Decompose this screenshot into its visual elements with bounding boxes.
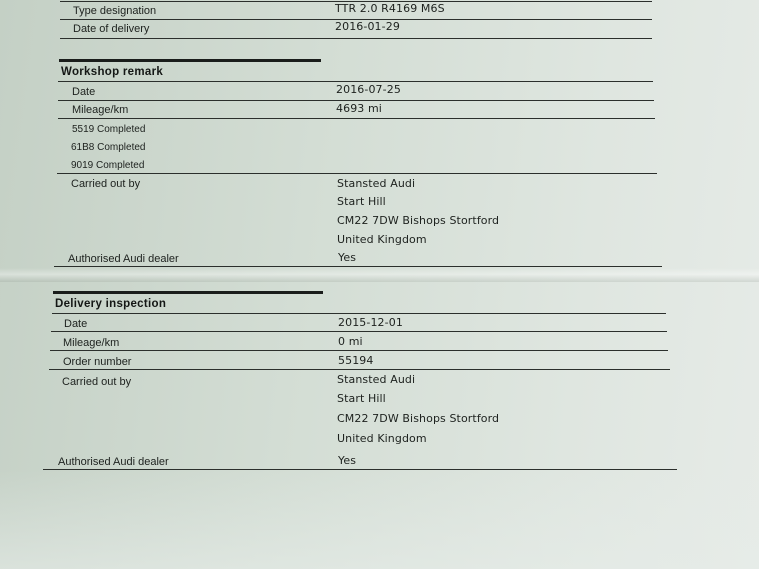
row-divider — [58, 100, 654, 101]
delivery-date-label: Date of delivery — [73, 23, 150, 35]
inspection-authorised-label: Authorised Audi dealer — [58, 456, 169, 468]
workshop-authorised-value: Yes — [338, 251, 357, 264]
inspection-carried-out-label: Carried out by — [62, 376, 132, 388]
row-divider — [51, 331, 667, 332]
paper-shading — [0, 470, 759, 569]
order-number-value: 55194 — [338, 354, 374, 367]
row-divider — [58, 81, 653, 82]
completed-item: 5519 Completed — [72, 124, 146, 135]
row-divider — [60, 38, 652, 39]
row-divider — [50, 350, 668, 351]
row-divider — [57, 173, 657, 174]
inspection-dealer-country: United Kingdom — [337, 432, 427, 445]
inspection-date-label: Date — [64, 318, 88, 330]
type-designation-value: TTR 2.0 R4169 M6S — [335, 2, 445, 15]
workshop-authorised-label: Authorised Audi dealer — [68, 253, 179, 265]
workshop-mileage-label: Mileage/km — [72, 104, 129, 116]
section-bar — [53, 291, 323, 294]
workshop-carried-out-label: Carried out by — [71, 178, 141, 190]
inspection-mileage-value: 0 mi — [338, 335, 363, 348]
inspection-dealer-street: Start Hill — [337, 392, 386, 405]
delivery-date-value: 2016-01-29 — [335, 20, 400, 33]
delivery-inspection-heading: Delivery inspection — [55, 298, 167, 310]
completed-item: 9019 Completed — [71, 160, 145, 171]
inspection-dealer-city: CM22 7DW Bishops Stortford — [337, 412, 500, 425]
workshop-dealer-country: United Kingdom — [337, 233, 427, 246]
order-number-label: Order number — [63, 356, 132, 368]
workshop-dealer-name: Stansted Audi — [337, 177, 416, 190]
inspection-authorised-value: Yes — [338, 454, 357, 467]
inspection-date-value: 2015-12-01 — [338, 316, 403, 329]
workshop-remark-heading: Workshop remark — [61, 66, 164, 78]
completed-item: 61B8 Completed — [71, 142, 146, 153]
section-bar — [59, 59, 321, 62]
workshop-date-label: Date — [72, 86, 96, 98]
row-divider — [58, 118, 655, 119]
paper-fold — [0, 268, 759, 282]
inspection-dealer-name: Stansted Audi — [337, 373, 416, 386]
workshop-dealer-city: CM22 7DW Bishops Stortford — [337, 214, 500, 227]
workshop-mileage-value: 4693 mi — [336, 102, 382, 115]
workshop-date-value: 2016-07-25 — [336, 83, 401, 96]
row-divider — [49, 369, 670, 370]
workshop-dealer-street: Start Hill — [337, 195, 386, 208]
row-divider — [54, 266, 662, 267]
row-divider — [43, 469, 677, 470]
row-divider — [52, 313, 666, 314]
type-designation-label: Type designation — [73, 5, 157, 17]
inspection-mileage-label: Mileage/km — [63, 337, 120, 349]
